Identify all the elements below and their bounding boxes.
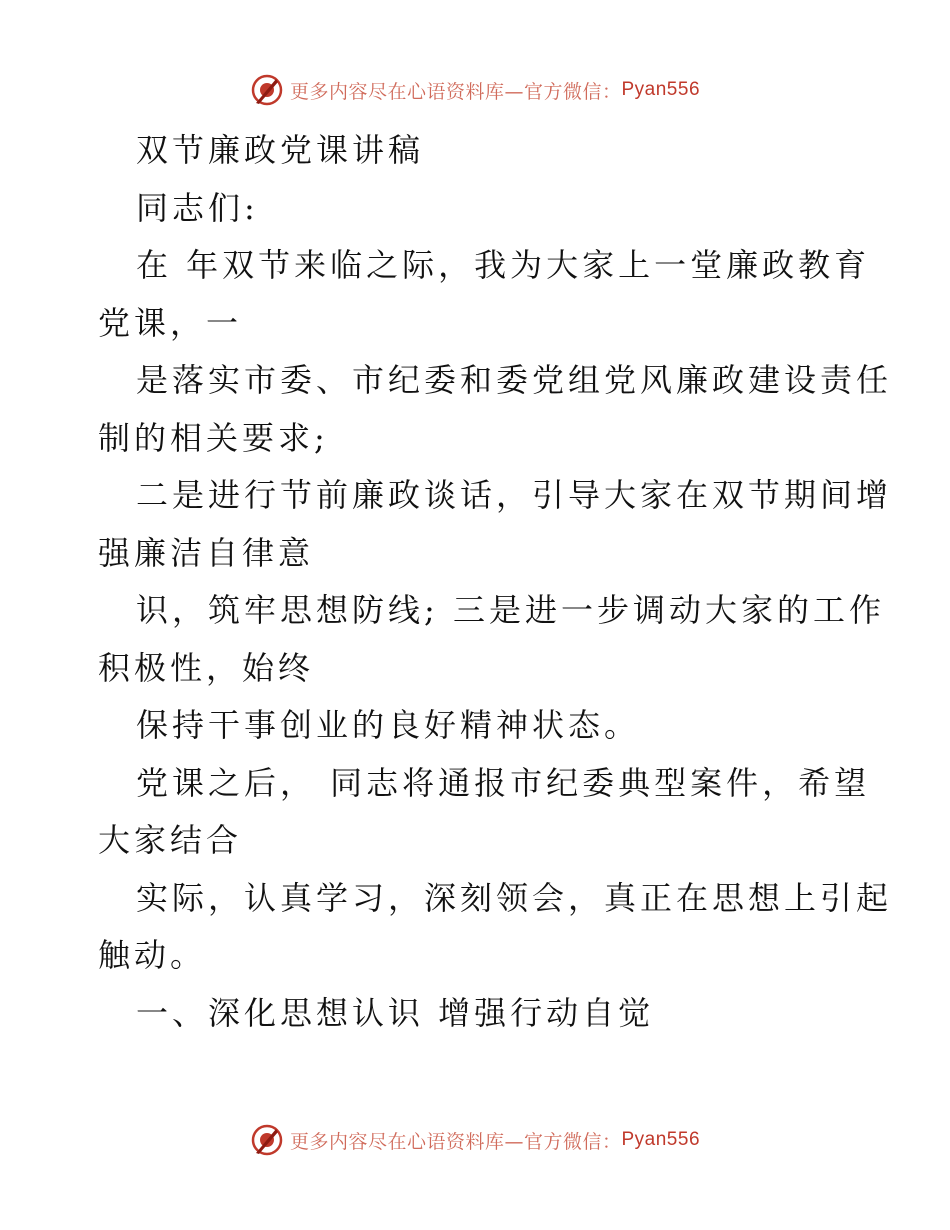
document-title: 双节廉政党课讲稿 [136,131,425,169]
watermark-text: 更多内容尽在心语资料库—官方微信： [289,80,622,103]
paragraph-line: 强廉洁自律意 [98,533,315,572]
paragraph-line: 制的相关要求; [98,418,329,457]
wechat-id: Pyan556 [621,79,701,100]
document-body [98,122,893,1042]
paragraph-line: 党课之后， 同志将通报市纪委典型案件，希望 [136,763,871,802]
paragraph-line: 实际，认真学习，深刻领会，真正在思想上引起 [136,878,893,917]
paragraph-line: 积极性，始终 [98,648,315,687]
paragraph-line: 党课，一 [98,303,243,342]
paragraph-line: 触动。 [98,936,207,974]
header-watermark [0,70,950,110]
paragraph-line: 是落实市委、市纪委和委党组党风廉政建设责任 [136,361,893,399]
section-heading: 一、深化思想认识 增强行动自觉 [136,993,655,1032]
wechat-id: Pyan556 [621,1129,701,1150]
paragraph-line: 保持干事创业的良好精神状态。 [136,706,641,744]
red-quill-seal-icon [250,73,284,107]
paragraph-line: 在 年双节来临之际，我为大家上一堂廉政教育 [136,246,871,284]
paragraph-line: 大家结合 [98,821,243,859]
paragraph-line: 识，筑牢思想防线; 三是进一步调动大家的工作 [136,591,885,629]
red-quill-seal-icon [250,1123,284,1157]
watermark-text: 更多内容尽在心语资料库—官方微信： [289,1130,622,1153]
footer-watermark [0,1120,950,1160]
paragraph-line: 二是进行节前廉政谈话，引导大家在双节期间增 [136,476,893,514]
salutation: 同志们: [136,188,259,227]
